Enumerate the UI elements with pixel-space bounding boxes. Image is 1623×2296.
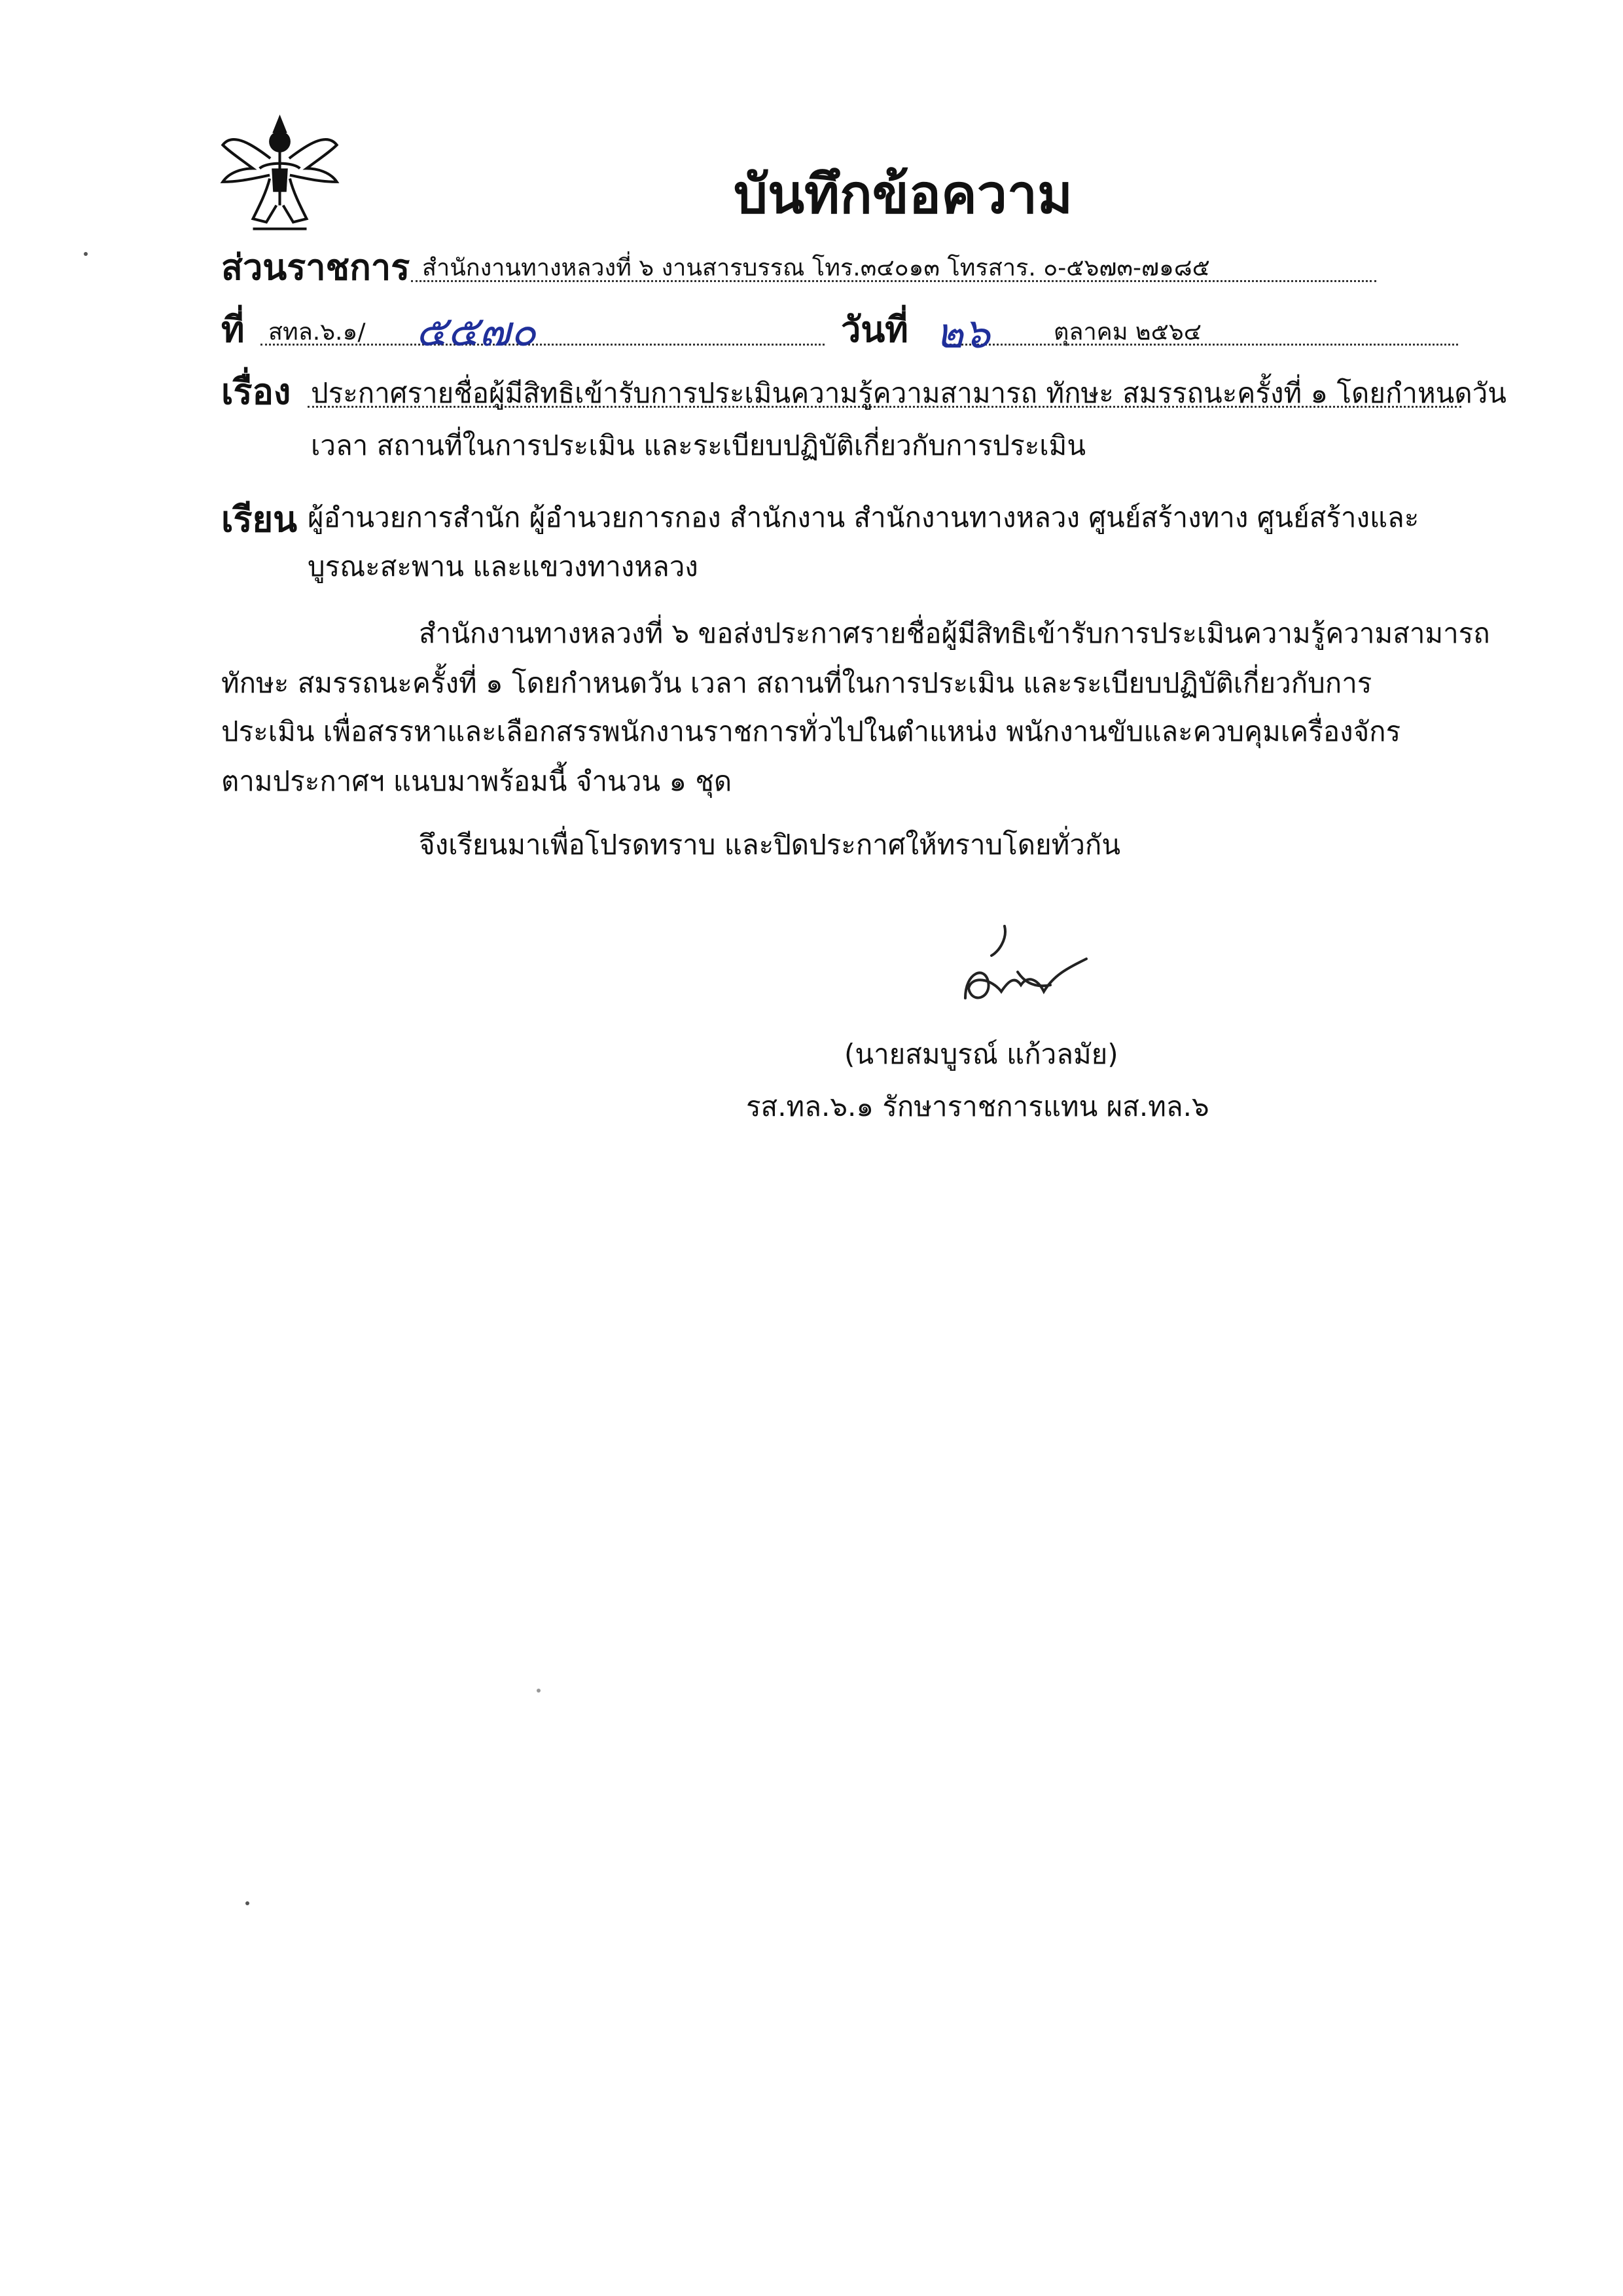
signer-position: รส.ทล.๖.๑ รักษาราชการแทน ผส.ทล.๖ bbox=[746, 1090, 1209, 1122]
to-line-2: บูรณะสะพาน และแขวงทางหลวง bbox=[308, 550, 698, 583]
closing-paragraph: จึงเรียนมาเพื่อโปรดทราบ และปิดประกาศให้ทราบโดยทั่วกัน bbox=[419, 829, 1121, 861]
body-paragraph-line-2: ทักษะ สมรรถนะครั้งที่ ๑ โดยกำหนดวัน เวลา สถานที่ในการประเมิน และระเบียบปฏิบัติเกี่ยวกับการ bbox=[221, 667, 1372, 699]
ref-label: ที่ bbox=[221, 309, 245, 350]
to-label: เรียน bbox=[221, 499, 298, 540]
date-day-handwritten: ๒๖ bbox=[936, 310, 990, 358]
body-paragraph-line-4: ตามประกาศฯ แนบมาพร้อมนี้ จำนวน ๑ ชุด bbox=[221, 765, 732, 797]
body-paragraph-line-1: สำนักงานทางหลวงที่ ๖ ขอส่งประกาศรายชื่อผู้มีสิทธิเข้ารับการประเมินความรู้ความสามารถ bbox=[419, 617, 1490, 649]
scan-speck bbox=[245, 1901, 249, 1905]
date-month-year: ตุลาคม ๒๕๖๔ bbox=[1054, 319, 1202, 346]
subject-label: เรื่อง bbox=[221, 371, 291, 412]
subject-line-1: ประกาศรายชื่อผู้มีสิทธิเข้ารับการประเมินความรู้ความสามารถ ทักษะ สมรรถนะครั้งที่ ๑ โดยกำหนดวัน bbox=[311, 377, 1507, 409]
ref-prefix: สทล.๖.๑/ bbox=[268, 319, 366, 346]
department-label: ส่วนราชการ bbox=[221, 247, 410, 288]
department-value: สำนักงานทางหลวงที่ ๖ งานสารบรรณ โทร.๓๔๐๑๓ โทรสาร. ๐-๕๖๗๓-๗๑๘๕ bbox=[422, 255, 1210, 281]
subject-line-2: เวลา สถานที่ในการประเมิน และระเบียบปฏิบัติเกี่ยวกับการประเมิน bbox=[311, 429, 1086, 461]
ref-number-handwritten: ๕๕๗๐ bbox=[416, 308, 537, 356]
signer-name: (นายสมบูรณ์ แก้วลมัย) bbox=[844, 1038, 1118, 1070]
scan-speck bbox=[84, 252, 88, 256]
memo-title: บันทึกข้อความ bbox=[733, 164, 1073, 226]
body-paragraph-line-3: ประเมิน เพื่อสรรหาและเลือกสรรพนักงานราชการทั่วไปในตำแหน่ง พนักงานขับและควบคุมเครื่องจักร bbox=[221, 715, 1401, 747]
scan-speck bbox=[537, 1689, 541, 1693]
date-label: วันที่ bbox=[841, 309, 908, 350]
to-line-1: ผู้อำนวยการสำนัก ผู้อำนวยการกอง สำนักงาน สำนักงานทางหลวง ศูนย์สร้างทาง ศูนย์สร้างและ bbox=[308, 501, 1419, 533]
handwritten-signature-icon bbox=[952, 920, 1090, 1024]
